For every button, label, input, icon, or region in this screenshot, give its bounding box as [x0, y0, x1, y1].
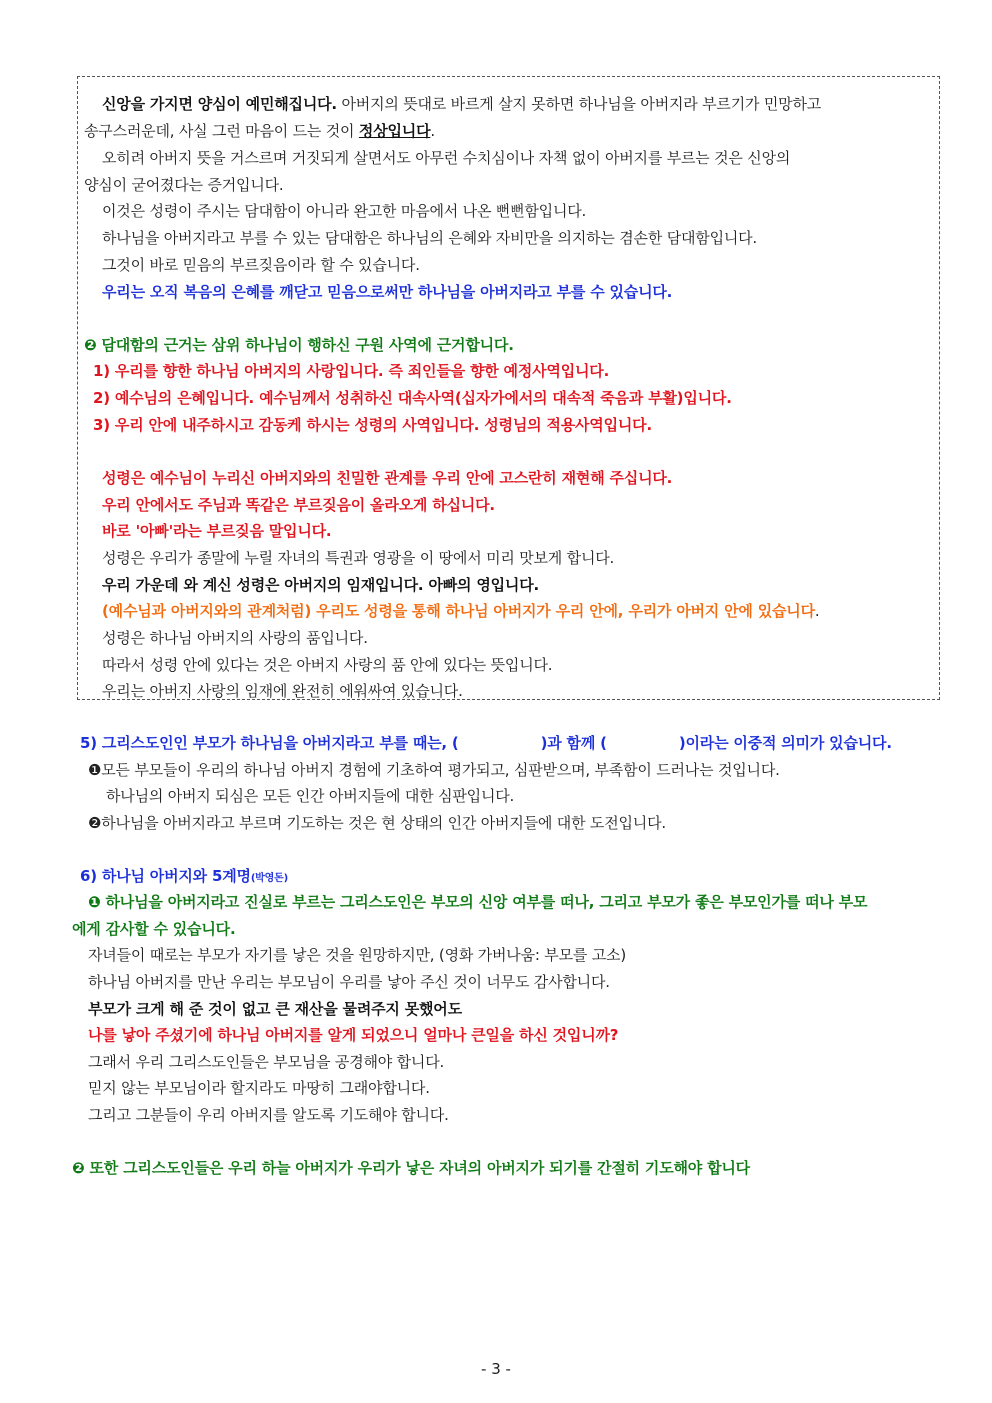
paragraph-line: 양심이 굳어졌다는 증거입니다.: [84, 176, 284, 194]
text: .: [814, 602, 820, 620]
text: 5) 그리스도인인 부모가 하나님을 아버지라고 부를 때는, (: [80, 734, 459, 752]
highlight-line: 바로 '아빠'라는 부르짖음 말입니다.: [102, 522, 332, 540]
source-note: (박영돈): [250, 873, 288, 884]
highlight-line: 우리는 오직 복음의 은혜를 깨닫고 믿음으로써만 하나님을 아버지라고 부를 수 있습니다.: [102, 283, 673, 301]
paragraph-line: 우리는 아버지 사랑의 임재에 완전히 에워싸여 있습니다.: [102, 682, 463, 700]
paragraph-line: 그것이 바로 믿음의 부르짖음이라 할 수 있습니다.: [102, 256, 420, 274]
paragraph-line: 성령은 우리가 종말에 누릴 자녀의 특권과 영광을 이 땅에서 미리 맛보게 합니다.: [102, 549, 615, 567]
paragraph-line: ❷하나님을 아버지라고 부르며 기도하는 것은 현 상태의 인간 아버지들에 대한 도전입니다.: [88, 814, 666, 832]
highlight-line: 성령은 예수님이 누리신 아버지와의 친밀한 관계를 우리 안에 고스란히 재현해 주십니다.: [102, 469, 673, 487]
paragraph-line: 하나님 아버지를 만난 우리는 부모님이 우리를 낳아 주신 것이 너무도 감사합니다.: [88, 973, 610, 991]
list-item: 3) 우리 안에 내주하시고 감동케 하시는 성령의 사역입니다. 성령님의 적용사역입니다.: [93, 416, 652, 434]
text: 6) 하나님 아버지와 5계명: [80, 867, 251, 885]
paragraph-line: [102, 94, 821, 114]
list-item: 1) 우리를 향한 하나님 아버지의 사랑입니다. 즉 죄인들을 향한 예정사역입니다.: [93, 362, 610, 380]
paragraph-line: 그래서 우리 그리스도인들은 부모님을 공경해야 합니다.: [88, 1053, 445, 1071]
paragraph-line: 성령은 하나님 아버지의 사랑의 품입니다.: [102, 629, 368, 647]
section-heading-5: [80, 733, 892, 753]
text: 송구스러운데, 사실 그런 마음이 드는 것이: [84, 122, 359, 140]
text: 아버지의 뜻대로 바르게 살지 못하면 하나님을 아버지라 부르기가 민망하고: [336, 95, 822, 113]
paragraph-line: 하나님을 아버지라고 부를 수 있는 담대함은 하나님의 은혜와 자비만을 의지하는 겸손한 담대함입니다.: [102, 229, 758, 247]
text: )이라는 이중적 의미가 있습니다.: [678, 734, 892, 752]
paragraph-line: 이것은 성령이 주시는 담대함이 아니라 완고한 마음에서 나온 뻔뻔함입니다.: [102, 202, 587, 220]
orange-phrase: (예수님과 아버지와의 관계처럼) 우리도 성령을 통해 하나님 아버지가 우리 안에, 우리가 아버지 안에 있습니다: [102, 602, 815, 620]
paragraph-line: [84, 121, 435, 141]
list-item: ❷ 또한 그리스도인들은 우리 하늘 아버지가 우리가 낳은 자녀의 아버지가 되기를 간절히 기도해야 합니다: [72, 1159, 750, 1177]
page-number: - 3 -: [481, 1360, 511, 1378]
text: .: [430, 122, 435, 140]
section-heading: ❷ 담대함의 근거는 삼위 하나님이 행하신 구원 사역에 근거합니다.: [84, 336, 514, 354]
paragraph-line: 자녀들이 때로는 부모가 자기를 낳은 것을 원망하지만, (영화 가버나움: 부모를 고소): [88, 946, 626, 964]
bold-line: 부모가 크게 해 준 것이 없고 큰 재산을 물려주지 못했어도: [88, 1000, 462, 1018]
paragraph-line: ❶모든 부모들이 우리의 하나님 아버지 경험에 기초하여 평가되고, 심판받으며, 부족함이 드러나는 것입니다.: [88, 761, 780, 779]
underlined-phrase: 정상입니다: [358, 122, 431, 140]
section-heading-6: [80, 866, 288, 889]
highlight-line: 우리 안에서도 주님과 똑같은 부르짖음이 올라오게 하십니다.: [102, 496, 495, 514]
list-item: ❶ 하나님을 아버지라고 진실로 부르는 그리스도인은 부모의 신앙 여부를 떠나, 그리고 부모가 좋은 부모인가를 떠나 부모: [88, 893, 868, 911]
paragraph-line: 하나님의 아버지 되심은 모든 인간 아버지들에 대한 심판입니다.: [106, 787, 515, 805]
paragraph-line: [102, 601, 819, 621]
paragraph-line: 오히려 아버지 뜻을 거스르며 거짓되게 살면서도 아무런 수치심이나 자책 없이 아버지를 부르는 것은 신앙의: [102, 149, 791, 167]
bold-phrase: 신앙을 가지면 양심이 예민해집니다.: [102, 95, 337, 113]
highlight-line: 나를 낳아 주셨기에 하나님 아버지를 알게 되었으니 얼마나 큰일을 하신 것입니까?: [88, 1026, 619, 1044]
list-item: 에게 감사할 수 있습니다.: [72, 920, 236, 938]
bold-line: 우리 가운데 와 계신 성령은 아버지의 임재입니다. 아빠의 영입니다.: [102, 576, 540, 594]
list-item: 2) 예수님의 은혜입니다. 예수님께서 성취하신 대속사역(십자가에서의 대속적 죽음과 부활)입니다.: [93, 389, 732, 407]
paragraph-line: 따라서 성령 안에 있다는 것은 아버지 사랑의 품 안에 있다는 뜻입니다.: [102, 656, 553, 674]
text: )과 함께 (: [540, 734, 607, 752]
paragraph-line: 그리고 그분들이 우리 아버지를 알도록 기도해야 합니다.: [88, 1106, 449, 1124]
paragraph-line: 믿지 않는 부모님이라 할지라도 마땅히 그래야합니다.: [88, 1079, 430, 1097]
